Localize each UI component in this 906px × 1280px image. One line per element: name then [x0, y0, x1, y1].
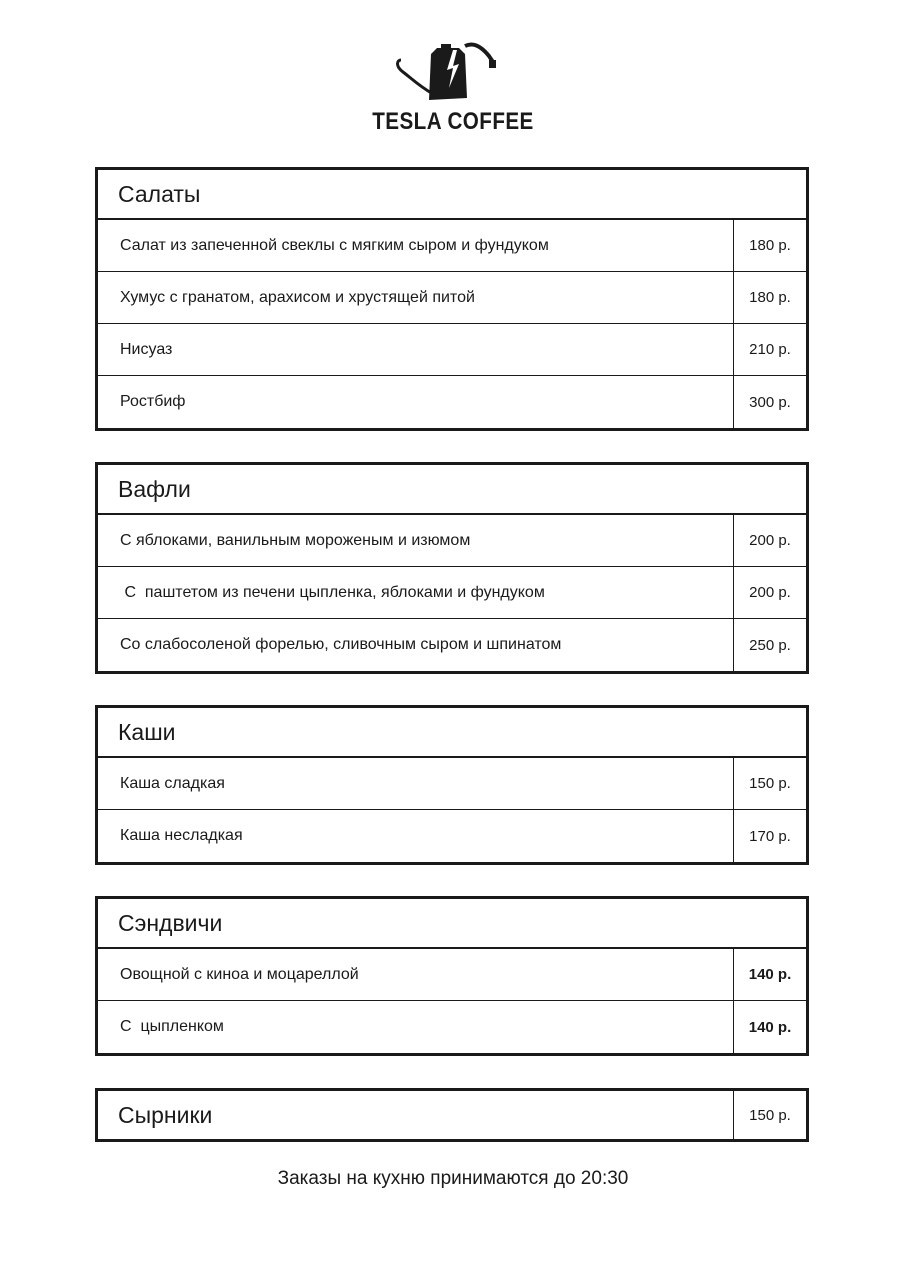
menu-row — [98, 515, 806, 567]
menu-section-syrniki — [95, 1088, 809, 1142]
item-price: 210 р. — [749, 341, 791, 358]
item-name: Салат из запеченной свеклы с мягким сыром и фундуком — [98, 220, 734, 271]
menu-row — [98, 567, 806, 619]
item-price: 200 р. — [749, 532, 791, 549]
item-name: С цыпленком — [98, 1001, 734, 1053]
item-price: 180 р. — [749, 237, 791, 254]
menu-section-waffles — [95, 462, 809, 674]
item-name: Со слабосоленой форелью, сливочным сыром и шпинатом — [98, 619, 734, 671]
item-name: Хумус с гранатом, арахисом и хрустящей питой — [98, 272, 734, 323]
section-title: Сырники — [98, 1091, 734, 1139]
item-name: Каша несладкая — [98, 810, 734, 862]
item-name: Овощной с киноа и моцареллой — [98, 949, 734, 1000]
menu-row — [98, 758, 806, 810]
menu-section-salads — [95, 167, 809, 431]
section-title: Салаты — [98, 170, 806, 220]
kitchen-hours-note: Заказы на кухню принимаются до 20:30 — [277, 1168, 629, 1189]
item-name: Нисуаз — [98, 324, 734, 375]
menu-section-sandwiches — [95, 896, 809, 1056]
menu-row — [98, 810, 806, 862]
menu-row — [98, 220, 806, 272]
item-name: С яблоками, ванильным мороженым и изюмом — [98, 515, 734, 566]
section-title: Сэндвичи — [98, 899, 806, 949]
item-price: 140 р. — [748, 966, 792, 983]
item-price: 250 р. — [749, 636, 791, 654]
item-price: 200 р. — [749, 584, 791, 601]
menu-row — [98, 1091, 806, 1139]
section-title: Вафли — [98, 465, 806, 515]
item-price: 170 р. — [749, 827, 791, 845]
menu-row — [98, 324, 806, 376]
item-price: 180 р. — [749, 289, 791, 306]
kettle-lightning-icon — [393, 38, 513, 104]
menu-row — [98, 272, 806, 324]
menu-row — [98, 376, 806, 428]
item-price: 140 р. — [748, 1018, 792, 1036]
section-title: Каши — [98, 708, 806, 758]
item-price: 300 р. — [749, 393, 791, 411]
item-name: С паштетом из печени цыпленка, яблоками и фундуком — [98, 567, 734, 618]
item-name: Каша сладкая — [98, 758, 734, 809]
menu-row — [98, 619, 806, 671]
item-price: 150 р. — [749, 1106, 791, 1124]
item-price: 150 р. — [749, 775, 791, 792]
item-name: Ростбиф — [98, 376, 734, 428]
brand-name: TESLA COFFEE — [372, 108, 534, 135]
menu-section-porridge — [95, 705, 809, 865]
menu-row — [98, 1001, 806, 1053]
menu-row — [98, 949, 806, 1001]
